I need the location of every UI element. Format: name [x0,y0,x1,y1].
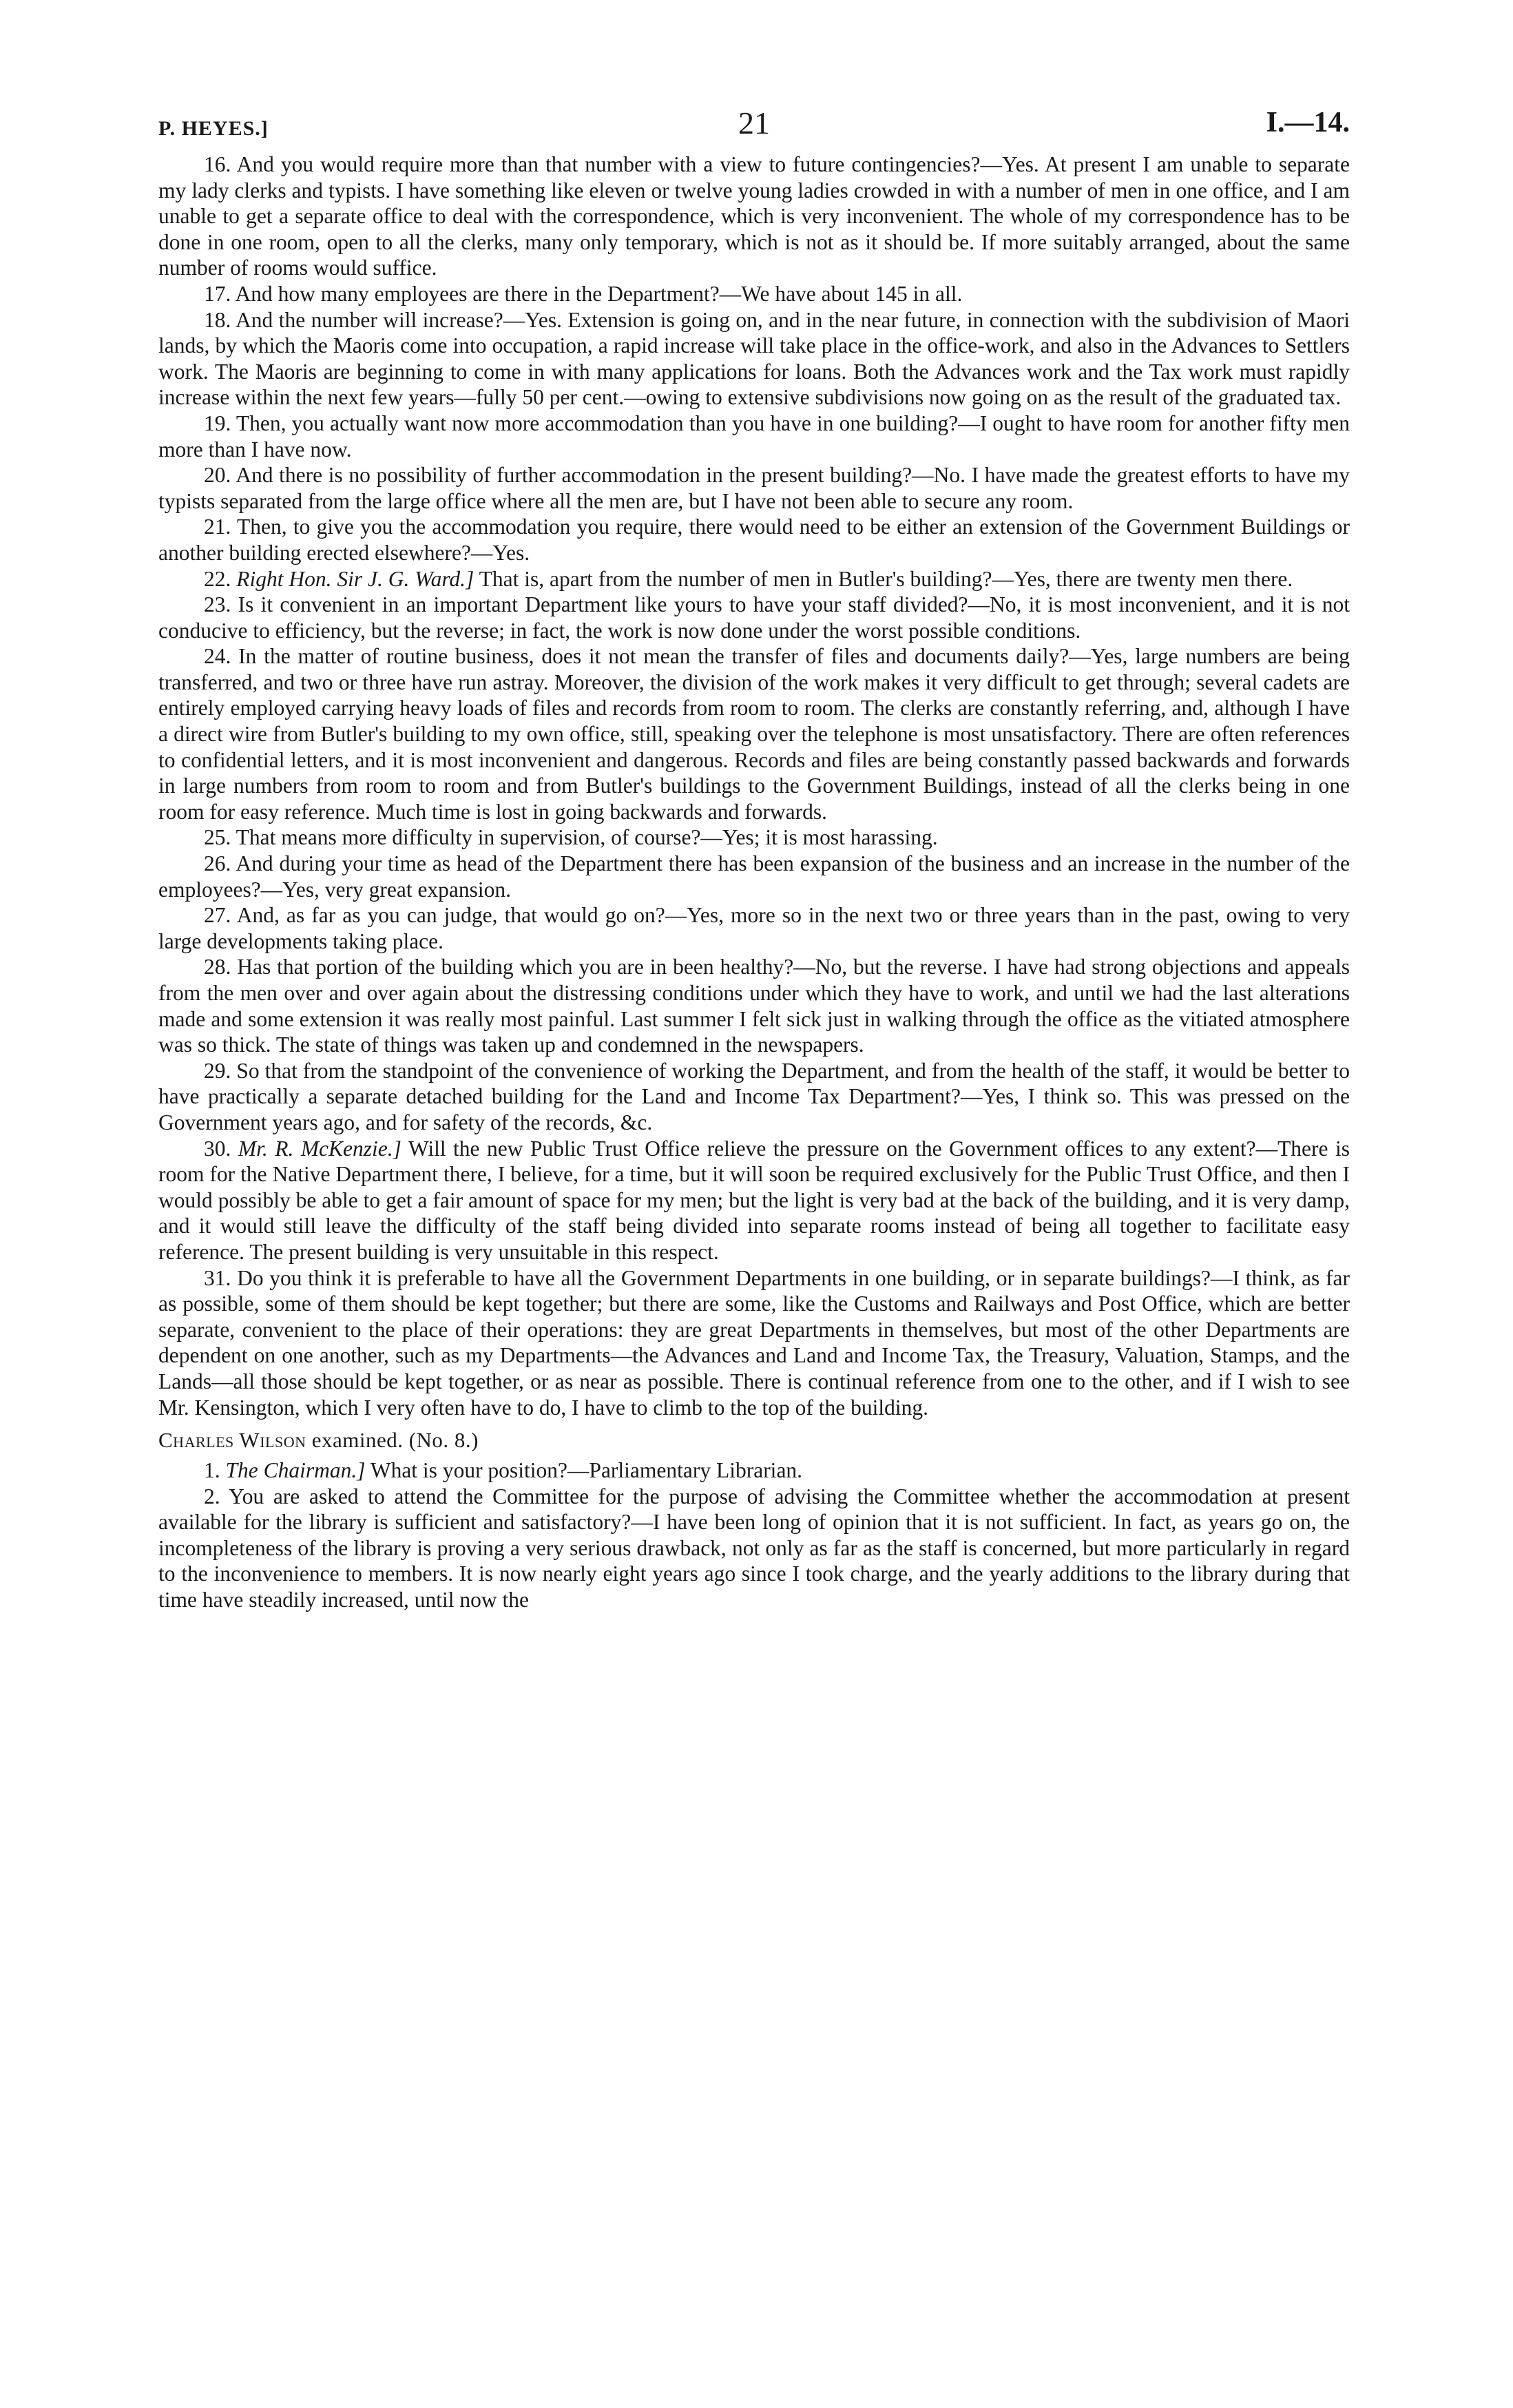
paragraph-24: 24. In the matter of routine business, does it not mean the transfer of files and documents daily?—Yes, large numbers are being transferred, and two or three have run astray. Moreover, the division of the work makes it very difficult to get through; several cadets are entirely employed carrying heavy loads of files and records from room to room. The clerks are constantly referring, and, although I have a direct wire from Butler's building to my own office, still, speaking over the telephone is most unsatisfactory. There are often references to confidential letters, and it is most inconvenient and dangerous. Records and files are being constantly passed backwards and forwards in large numbers from room to room and from Butler's buildings to the Government Buildings, instead of all the clerks being in one room for easy reference. Much time is lost in going backwards and forwards. [158,644,1350,824]
speaker-name: Mr. R. McKenzie.] [238,1136,401,1161]
witness-name: P. HEYES.] [158,117,269,140]
document-body [158,152,1350,1613]
paragraph-28: 28. Has that portion of the building which you are in been healthy?—No, but the reverse. I have had strong objections and appeals from the men over and over again about the distressing conditions under which they have to work, and until we had the last alterations made and some extension it was really most painful. Last summer I felt sick just in walking through the office as the vitiated atmosphere was so thick. The state of things was taken up and condemned in the newspapers. [158,955,1350,1057]
speaker-name: The Chairman.] [225,1458,366,1483]
paragraph-30 [158,1136,1350,1265]
paragraph-text: That is, apart from the number of men in Butler's building?—Yes, there are twenty men there. [479,566,1293,591]
paragraph-25: 25. That means more difficulty in supervision, of course?—Yes; it is most harassing. [204,825,938,850]
paragraph-31: 31. Do you think it is preferable to have all the Government Departments in one building, or in separate buildings?—I think, as far as possible, some of them should be kept together; but there are some, like the Customs and Railways and Post Office, which are better separate, convenient to the place of their operations: they are great Departments in themselves, but most of the other Departments are dependent on one another, such as my Departments—the Advances and Land and Income Tax, the Treasury, Valuation, Stamps, and the Lands—all those should be kept together, or as near as possible. There is continual reference from one to the other, and if I wish to see Mr. Kensington, which I very often have to do, I have to climb to the top of the building. [158,1265,1350,1420]
paragraph-text: Will the new Public Trust Office relieve the pressure on the Government offices to any extent?—There is room for the Native Department there, I believe, for a time, but it will soon be required exclusively for the Public Trust Office, and then I would possibly be able to get a fair amount of space for my men; but the light is very bad at the back of the building, and it is very damp, and it would still leave the difficulty of the staff being divided into separate rooms instead of being all together to facilitate easy reference. The present building is very unsuitable in this respect. [158,1136,1350,1264]
paper-reference: I.—14. [1266,107,1350,138]
document-page [158,103,1350,1613]
paragraph-1 [158,1457,1350,1484]
paragraph-text: What is your position?—Parliamentary Librarian. [370,1458,803,1483]
paragraph-20: 20. And there is no possibility of further accommodation in the present building?—No. I have made the greatest efforts to have my typists separated from the large office where all the men are, but I have not been able to secure any room. [158,463,1350,513]
paragraph-23: 23. Is it convenient in an important Department like yours to have your staff divided?—No, it is most inconvenient, and it is not conducive to efficiency, but the reverse; in fact, the work is now done under the worst possible conditions. [158,592,1350,643]
witness-heading-rest: examined. (No. 8.) [311,1428,479,1453]
witness-heading [158,1426,1350,1455]
paragraph-17: 17. And how many employees are there in the Department?—We have about 145 in all. [204,281,963,306]
speaker-name: Right Hon. Sir J. G. Ward.] [236,566,474,591]
paragraph-29: 29. So that from the standpoint of the convenience of working the Department, and from the health of the staff, it would be better to have practically a separate detached building for the Land and Income Tax Department?—Yes, I think so. This was pressed on the Government years ago, and for safety of the records, &c. [158,1058,1350,1134]
paragraph-26: 26. And during your time as head of the Department there has been expansion of the business and an increase in the number of the employees?—Yes, very great expansion. [158,851,1350,902]
paragraph-27: 27. And, as far as you can judge, that would go on?—Yes, more so in the next two or three years than in the past, owing to very large developments taking place. [158,903,1350,953]
paragraph-22 [158,566,1350,592]
page-header [158,103,1350,152]
paragraph-19: 19. Then, you actually want now more accommodation than you have in one building?—I ought to have room for another fifty men more than I have now. [158,411,1350,461]
question-number: 1. [204,1458,220,1483]
page-number: 21 [738,105,770,141]
paragraph-21: 21. Then, to give you the accommodation you require, there would need to be either an extension of the Government Buildings or another building erected elsewhere?—Yes. [158,515,1350,565]
question-number: 30. [204,1136,231,1161]
paragraph-2: 2. You are asked to attend the Committee for the purpose of advising the Committee whether the accommodation at present available for the library is sufficient and satisfactory?—I have been long of opinion that it is not sufficient. In fact, as years go on, the incompleteness of the library is proving a very serious drawback, not only as far as the staff is concerned, but more particularly in regard to the inconvenience to members. It is now nearly eight years ago since I took charge, and the yearly additions to the library during that time have steadily increased, until now the [158,1484,1350,1612]
witness-heading-name: Charles Wilson [158,1428,306,1453]
question-number: 22. [204,566,231,591]
paragraph-18: 18. And the number will increase?—Yes. Extension is going on, and in the near future, in connection with the subdivision of Maori lands, by which the Maoris come into occupation, a rapid increase will take place in the office-work, and also in the Advances to Settlers work. The Maoris are beginning to come in with many applications for loans. Both the Advances work and the Tax work must rapidly increase within the next few years—fully 50 per cent.—owing to extensive subdivisions now going on as the result of the graduated tax. [158,307,1350,410]
paragraph-16: 16. And you would require more than that number with a view to future contingencies?—Yes. At present I am unable to separate my lady clerks and typists. I have something like eleven or twelve young ladies crowded in with a number of men in one office, and I am unable to get a separate office to deal with the correspondence, which is very inconvenient. The whole of my correspondence has to be done in one room, open to all the clerks, many only temporary, which is not as it should be. If more suitably arranged, about the same number of rooms would suffice. [158,152,1350,280]
